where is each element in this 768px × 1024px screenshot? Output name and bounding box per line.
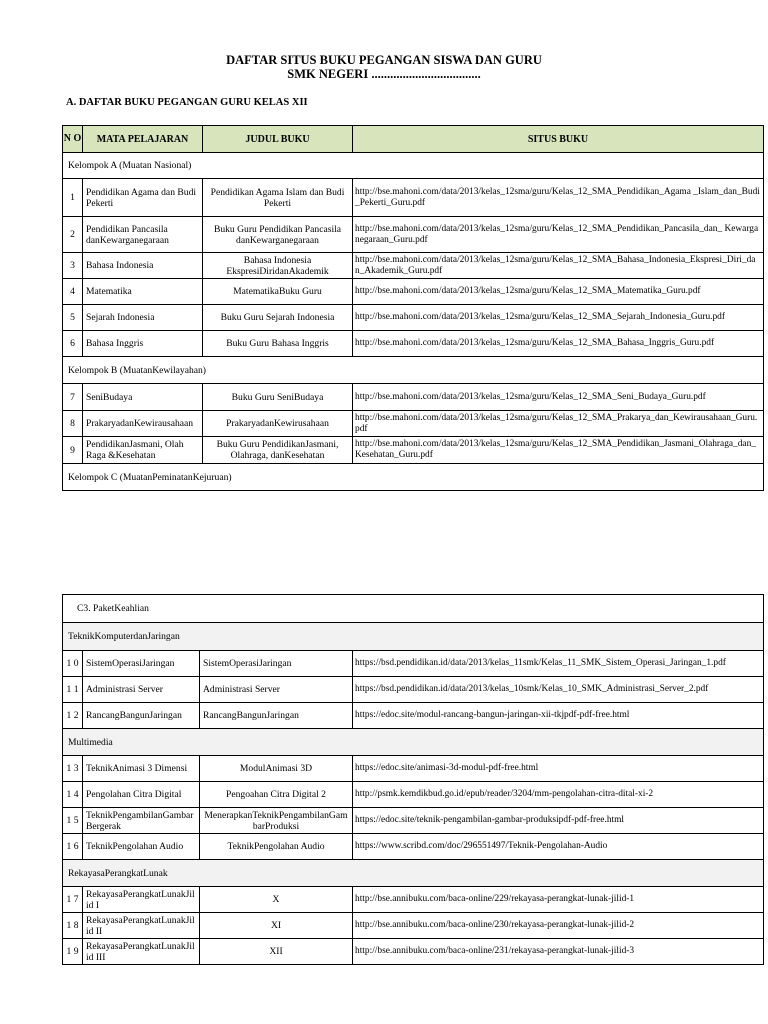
row-book-title: Buku Guru Bahasa Inggris xyxy=(203,331,353,357)
row-subject: RancangBangunJaringan xyxy=(83,703,200,729)
row-book-title: Buku Guru Sejarah Indonesia xyxy=(203,305,353,331)
row-book-title: MenerapkanTeknikPengambilanGambarProduksi xyxy=(200,808,353,834)
row-number: 2 xyxy=(63,217,83,253)
row-subject: SistemOperasiJaringan xyxy=(83,651,200,677)
column-header-no: N O xyxy=(63,126,83,153)
row-book-link[interactable]: http://bse.mahoni.com/data/2013/kelas_12sma/guru/Kelas_12_SMA_Pendidikan_Pancasila_dan_ Kewarganegaraan_Guru.pdf xyxy=(353,217,764,253)
table-row xyxy=(63,887,764,913)
row-book-link[interactable]: http://bse.mahoni.com/data/2013/kelas_12sma/guru/Kelas_12_SMA_Pendidikan_Agama _Islam_dan_Budi_Pekerti_Guru.pdf xyxy=(353,179,764,217)
row-book-link[interactable]: https://bsd.pendidikan.id/data/2013/kelas_10smk/Kelas_10_SMK_Administrasi_Server_2.pdf xyxy=(353,677,764,703)
row-book-link[interactable]: https://bsd.pendidikan.id/data/2013/kelas_11smk/Kelas_11_SMK_Sistem_Operasi_Jaringan_1.pdf xyxy=(353,651,764,677)
row-number: 6 xyxy=(63,331,83,357)
table-row xyxy=(63,834,764,860)
row-subject: Matematika xyxy=(83,279,203,305)
group-label-c: Kelompok C (MuatanPeminatanKejuruan) xyxy=(63,464,764,491)
row-book-link[interactable]: https://edoc.site/teknik-pengambilan-gambar-produksipdf-pdf-free.html xyxy=(353,808,764,834)
row-number: 1 7 xyxy=(63,887,83,913)
row-number: 4 xyxy=(63,279,83,305)
row-book-link[interactable]: http://bse.mahoni.com/data/2013/kelas_12sma/guru/Kelas_12_SMA_Prakarya_dan_Kewirausahaan_Guru.pdf xyxy=(353,411,764,437)
group-row xyxy=(63,464,764,491)
row-subject: SeniBudaya xyxy=(83,384,203,411)
group-label-mm: Multimedia xyxy=(63,729,764,756)
row-subject: Bahasa Indonesia xyxy=(83,253,203,279)
row-subject: PrakaryadanKewirausahaan xyxy=(83,411,203,437)
table-row xyxy=(63,253,764,279)
row-number: 3 xyxy=(63,253,83,279)
paket-title: C3. PaketKeahlian xyxy=(63,595,764,623)
table-row xyxy=(63,782,764,808)
row-book-title: XI xyxy=(200,913,353,939)
table-row xyxy=(63,913,764,939)
row-book-title: Bahasa Indonesia EkspresiDiridanAkademik xyxy=(203,253,353,279)
document-subtitle: SMK NEGERI ................................... xyxy=(287,67,481,81)
column-header-subject: MATA PELAJARAN xyxy=(83,126,203,153)
table-row xyxy=(63,651,764,677)
row-number: 9 xyxy=(63,437,83,464)
table-row xyxy=(63,703,764,729)
group-row xyxy=(63,357,764,384)
group-label-tkj: TeknikKomputerdanJaringan xyxy=(63,623,764,651)
table-row xyxy=(63,411,764,437)
row-number: 1 9 xyxy=(63,939,83,965)
row-book-title: Pengoahan Citra Digital 2 xyxy=(200,782,353,808)
row-book-title: TeknikPengolahan Audio xyxy=(200,834,353,860)
group-row xyxy=(63,153,764,179)
row-book-title: Buku Guru Pendidikan Pancasila danKewarganegaraan xyxy=(203,217,353,253)
row-book-link[interactable]: http://bse.mahoni.com/data/2013/kelas_12sma/guru/Kelas_12_SMA_Bahasa_Indonesia_Ekspresi_Diri_dan_Akademik_Guru.pdf xyxy=(353,253,764,279)
row-number: 1 xyxy=(63,179,83,217)
row-number: 1 2 xyxy=(63,703,83,729)
table-header-row xyxy=(63,126,764,153)
row-book-link[interactable]: https://edoc.site/animasi-3d-modul-pdf-free.html xyxy=(353,756,764,782)
row-book-link[interactable]: http://bse.mahoni.com/data/2013/kelas_12sma/guru/Kelas_12_SMA_Bahasa_Inggris_Guru.pdf xyxy=(353,331,764,357)
table-row xyxy=(63,217,764,253)
row-subject: RekayasaPerangkatLunakJilid I xyxy=(83,887,200,913)
paket-keahlian-table xyxy=(62,594,764,965)
row-number: 1 6 xyxy=(63,834,83,860)
row-number: 8 xyxy=(63,411,83,437)
table-row xyxy=(63,179,764,217)
row-book-link[interactable]: http://bse.annibuku.com/baca-online/230/rekayasa-perangkat-lunak-jilid-2 xyxy=(353,913,764,939)
table-row xyxy=(63,677,764,703)
row-book-link[interactable]: http://bse.mahoni.com/data/2013/kelas_12sma/guru/Kelas_12_SMA_Pendidikan_Jasmani_Olahraga_dan_Kesehatan_Guru.pdf xyxy=(353,437,764,464)
group-label-b: Kelompok B (MuatanKewilayahan) xyxy=(63,357,764,384)
row-number: 1 4 xyxy=(63,782,83,808)
row-number: 7 xyxy=(63,384,83,411)
row-book-title: SistemOperasiJaringan xyxy=(200,651,353,677)
row-subject: Sejarah Indonesia xyxy=(83,305,203,331)
row-subject: RekayasaPerangkatLunakJilid II xyxy=(83,913,200,939)
group-row xyxy=(63,729,764,756)
row-subject: Pendidikan Pancasila danKewarganegaraan xyxy=(83,217,203,253)
column-header-site: SITUS BUKU xyxy=(353,126,764,153)
row-subject: Administrasi Server xyxy=(83,677,200,703)
row-number: 1 0 xyxy=(63,651,83,677)
row-number: 1 1 xyxy=(63,677,83,703)
row-book-link[interactable]: http://bse.mahoni.com/data/2013/kelas_12sma/guru/Kelas_12_SMA_Seni_Budaya_Guru.pdf xyxy=(353,384,764,411)
row-subject: TeknikPengambilanGambarBergerak xyxy=(83,808,200,834)
table-row xyxy=(63,437,764,464)
row-book-link[interactable]: https://www.scribd.com/doc/296551497/Teknik-Pengolahan-Audio xyxy=(353,834,764,860)
row-book-link[interactable]: http://bse.annibuku.com/baca-online/231/rekayasa-perangkat-lunak-jilid-3 xyxy=(353,939,764,965)
table-row xyxy=(63,384,764,411)
row-subject: PendidikanJasmani, Olah Raga &Kesehatan xyxy=(83,437,203,464)
guru-book-table xyxy=(62,125,764,491)
group-label-rpl: RekayasaPerangkatLunak xyxy=(63,860,764,887)
group-row xyxy=(63,623,764,651)
row-book-link[interactable]: http://psmk.kemdikbud.go.id/epub/reader/3204/mm-pengolahan-citra-dital-xi-2 xyxy=(353,782,764,808)
row-book-link[interactable]: http://bse.mahoni.com/data/2013/kelas_12sma/guru/Kelas_12_SMA_Sejarah_Indonesia_Guru.pdf xyxy=(353,305,764,331)
document-title: DAFTAR SITUS BUKU PEGANGAN SISWA DAN GURU xyxy=(226,53,542,67)
row-book-title: Pendidikan Agama Islam dan Budi Pekerti xyxy=(203,179,353,217)
row-book-title: PrakaryadanKewirusahaan xyxy=(203,411,353,437)
row-book-title: Administrasi Server xyxy=(200,677,353,703)
table-row xyxy=(63,808,764,834)
group-row xyxy=(63,860,764,887)
row-number: 5 xyxy=(63,305,83,331)
row-book-title: RancangBangunJaringan xyxy=(200,703,353,729)
row-book-title: MatematikaBuku Guru xyxy=(203,279,353,305)
section-heading: A. DAFTAR BUKU PEGANGAN GURU KELAS XII xyxy=(66,97,308,108)
row-book-link[interactable]: https://edoc.site/modul-rancang-bangun-jaringan-xii-tkjpdf-pdf-free.html xyxy=(353,703,764,729)
row-subject: TeknikAnimasi 3 Dimensi xyxy=(83,756,200,782)
row-book-title: Buku Guru SeniBudaya xyxy=(203,384,353,411)
paket-title-row xyxy=(63,595,764,623)
column-header-book: JUDUL BUKU xyxy=(203,126,353,153)
row-subject: Pendidikan Agama dan Budi Pekerti xyxy=(83,179,203,217)
group-label-a: Kelompok A (Muatan Nasional) xyxy=(63,153,764,179)
row-book-title: XII xyxy=(200,939,353,965)
row-number: 1 5 xyxy=(63,808,83,834)
row-subject: Pengolahan Citra Digital xyxy=(83,782,200,808)
table-row xyxy=(63,331,764,357)
table-row xyxy=(63,279,764,305)
row-subject: RekayasaPerangkatLunakJilid III xyxy=(83,939,200,965)
row-book-title: ModulAnimasi 3D xyxy=(200,756,353,782)
row-subject: Bahasa Inggris xyxy=(83,331,203,357)
row-book-link[interactable]: http://bse.mahoni.com/data/2013/kelas_12sma/guru/Kelas_12_SMA_Matematika_Guru.pdf xyxy=(353,279,764,305)
table-row xyxy=(63,756,764,782)
row-number: 1 8 xyxy=(63,913,83,939)
row-book-title: Buku Guru PendidikanJasmani, Olahraga, danKesehatan xyxy=(203,437,353,464)
table-row xyxy=(63,305,764,331)
row-number: 1 3 xyxy=(63,756,83,782)
row-book-title: X xyxy=(200,887,353,913)
row-book-link[interactable]: http://bse.annibuku.com/baca-online/229/rekayasa-perangkat-lunak-jilid-1 xyxy=(353,887,764,913)
row-subject: TeknikPengolahan Audio xyxy=(83,834,200,860)
table-row xyxy=(63,939,764,965)
